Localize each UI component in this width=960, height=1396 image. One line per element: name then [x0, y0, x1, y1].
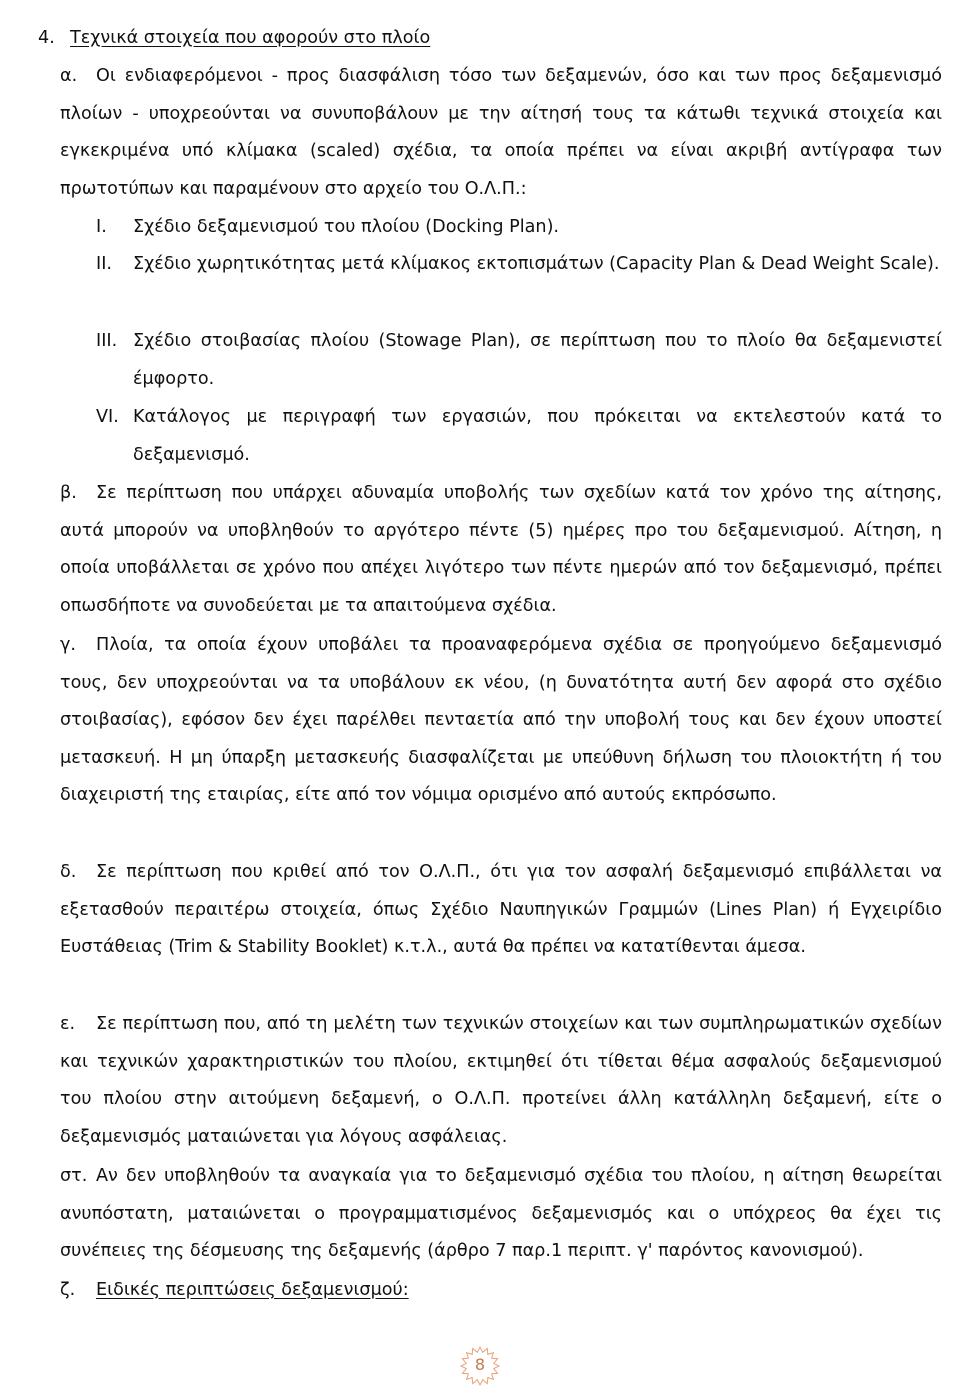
list-item-label: II. — [96, 254, 112, 274]
paragraph-text: Πλοία, τα οποία έχουν υποβάλει τα προαναφερόμενα σχέδια σε προηγούμενο δεξαμενισμό τους, δεν υποχρεούνται να τα υποβάλουν εκ νέου, (η δυνατότητα αυτή δεν αφορά στο σχέδιο στοιβασίας), εφόσον δεν έχει παρέλθει πενταετία από την υποβολή τους και δεν έχουν υποστεί μετασκευή. Η μη ύπαρξη μετασκευής διασφαλίζεται με υπεύθυνη δήλωση του πλοιοκτήτη ή του διαχειριστή της εταιρίας, είτε από τον νόμιμα ορισμένο από αυτούς εκπρόσωπο. — [60, 635, 942, 805]
page-footer — [448, 1346, 512, 1386]
paragraph-label: ζ. — [60, 1280, 76, 1300]
paragraph-label: στ. — [60, 1166, 88, 1186]
paragraph-label: γ. — [60, 635, 77, 655]
paragraph-g — [60, 627, 942, 815]
paragraph-label: ε. — [60, 1014, 76, 1034]
paragraph-st — [60, 1158, 942, 1271]
paragraph-text: Σε περίπτωση που υπάρχει αδυναμία υποβολής των σχεδίων κατά τον χρόνο της αίτησης, αυτά μπορούν να υποβληθούν το αργότερο πέντε (5) ημέρες προ του δεξαμενισμού. Αίτηση, η οποία υποβάλλεται σε χρόνο που απέχει λιγότερο των πέντε ημερών από τον δεξαμενισμό, πρέπει οπωσδήποτε να συνοδεύεται με τα απαιτούμενα σχέδια. — [60, 483, 942, 616]
list-item-label: III. — [96, 331, 118, 351]
list-item-text: Σχέδιο στοιβασίας πλοίου (Stowage Plan), σε περίπτωση που το πλοίο θα δεξαμενιστεί έμφορτο. — [133, 331, 942, 389]
paragraph-text: Ειδικές περιπτώσεις δεξαμενισμού: — [96, 1280, 409, 1300]
paragraph-text: Σε περίπτωση που κριθεί από τον Ο.Λ.Π., ότι για τον ασφαλή δεξαμενισμό επιβάλλεται να εξετασθούν περαιτέρω στοιχεία, όπως Σχέδιο Ναυπηγικών Γραμμών (Lines Plan) ή Εγχειρίδιο Ευστάθειας (Trim & Stability Booklet) κ.τ.λ., αυτά θα πρέπει να κατατίθενται άμεσα. — [60, 862, 942, 957]
paragraph-b — [60, 475, 942, 625]
paragraph-text: Αν δεν υποβληθούν τα αναγκαία για το δεξαμενισμό σχέδια του πλοίου, η αίτηση θεωρείται ανυπόστατη, ματαιώνεται ο προγραμματισμένος δεξαμενισμός και ο υπόχρεος θα έχει τις συνέπειες της δέσμευσης της δεξαμενής (άρθρο 7 παρ.1 περιπτ. γ' παρόντος κανονισμού). — [60, 1166, 942, 1261]
list-item-2 — [96, 246, 942, 284]
paragraph-label: α. — [60, 66, 78, 86]
section-title: Τεχνικά στοιχεία που αφορούν στο πλοίο — [70, 28, 431, 48]
paragraph-text: Οι ενδιαφερόμενοι - προς διασφάλιση τόσο των δεξαμενών, όσο και των προς δεξαμενισμό πλοίων - υποχρεούνται να συνυποβάλουν με την αίτησή τους τα κάτωθι τεχνικά στοιχεία και εγκεκριμένα υπό κλίμακα (scaled) σχέδια, τα οποία πρέπει να είναι ακριβή αντίγραφα των πρωτοτύπων και παραμένουν στο αρχείο του Ο.Λ.Π.: — [60, 66, 942, 199]
list-item-1 — [96, 209, 942, 247]
paragraph-d — [60, 854, 942, 967]
paragraph-z — [60, 1272, 942, 1310]
list-item-label: VI. — [96, 407, 119, 427]
list-item-4 — [96, 399, 942, 474]
paragraph-label: δ. — [60, 862, 77, 882]
list-item-text: Κατάλογος με περιγραφή των εργασιών, που πρόκειται να εκτελεστούν κατά το δεξαμενισμό. — [133, 407, 942, 465]
paragraph-label: β. — [60, 483, 77, 503]
list-item-label: I. — [96, 217, 107, 237]
section-heading — [38, 24, 430, 52]
page-number: 8 — [474, 1355, 486, 1374]
paragraph-text: Σε περίπτωση που, από τη μελέτη των τεχνικών στοιχείων και των συμπληρωματικών σχεδίων και τεχνικών χαρακτηριστικών του πλοίου, εκτιμηθεί ότι τίθεται θέμα ασφαλούς δεξαμενισμού του πλοίου στην αιτούμενη δεξαμενή, ο Ο.Λ.Π. προτείνει άλλη κατάλληλη δεξαμενή, είτε ο δεξαμενισμός ματαιώνεται για λόγους ασφάλειας. — [60, 1014, 942, 1147]
list-item-3 — [96, 323, 942, 398]
list-item-text: Σχέδιο χωρητικότητας μετά κλίμακος εκτοπισμάτων (Capacity Plan & Dead Weight Scale). — [133, 254, 940, 274]
list-item-text: Σχέδιο δεξαμενισμού του πλοίου (Docking Plan). — [133, 217, 560, 237]
paragraph-a — [60, 58, 942, 208]
section-number: 4. — [38, 28, 55, 48]
paragraph-e — [60, 1006, 942, 1156]
